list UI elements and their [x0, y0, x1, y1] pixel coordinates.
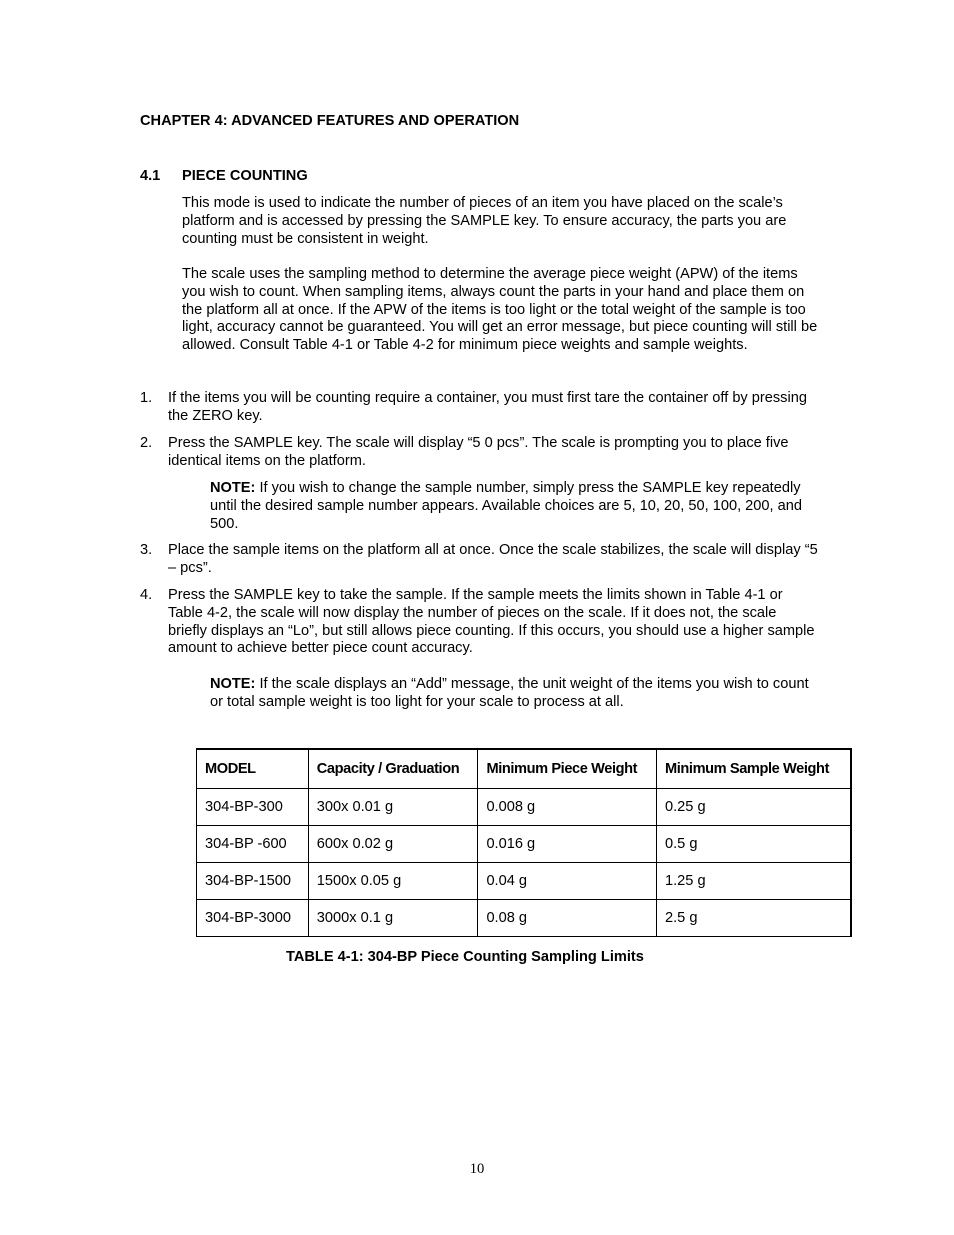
note-text: If you wish to change the sample number, simply press the SAMPLE key repeatedly until the desired sample number appears. Available choices are 5, 10, 20, 50, 100, 200, and 500. — [210, 480, 802, 532]
table-cell: 0.5 g — [656, 826, 851, 863]
step-text: Press the SAMPLE key to take the sample. If the sample meets the limits shown in Table 4-1 or Table 4-2, the scale will now display the number of pieces on the scale. If it does not, the scale briefly displays an “Lo”, but still allows piece counting. If this occurs, you should use a higher sample amount to achieve better piece count accuracy. — [168, 587, 815, 657]
step-text: If the items you will be counting require a container, you must first tare the container off by pressing the ZERO key. — [168, 390, 807, 424]
table-cell: 0.08 g — [478, 900, 657, 937]
column-header: MODEL — [197, 749, 309, 789]
table-caption: TABLE 4-1: 304-BP Piece Counting Sampling Limits — [286, 949, 644, 965]
table-header-row — [197, 749, 852, 789]
step-text: Press the SAMPLE key. The scale will display “5 0 pcs”. The scale is prompting you to place five identical items on the platform. — [168, 435, 789, 469]
table-cell: 3000x 0.1 g — [308, 900, 478, 937]
note-sample-number — [210, 480, 810, 533]
step-number: 3. — [140, 542, 153, 558]
note-label: NOTE: — [210, 480, 256, 496]
chapter-heading: CHAPTER 4: ADVANCED FEATURES AND OPERATION — [140, 113, 520, 129]
section-number: 4.1 — [140, 168, 161, 184]
table-cell: 0.008 g — [478, 789, 657, 826]
note-text: If the scale displays an “Add” message, the unit weight of the items you wish to count or total sample weight is too light for your scale to process at all. — [210, 676, 809, 710]
table-cell: 304-BP-3000 — [197, 900, 309, 937]
table-row — [197, 863, 852, 900]
section-title: PIECE COUNTING — [182, 168, 308, 184]
table-cell: 300x 0.01 g — [308, 789, 478, 826]
step-text: Place the sample items on the platform all at once. Once the scale stabilizes, the scale will display “5 – pcs”. — [168, 542, 818, 576]
table-cell: 600x 0.02 g — [308, 826, 478, 863]
table-cell: 0.25 g — [656, 789, 851, 826]
step-number: 4. — [140, 587, 153, 603]
intro-paragraph: This mode is used to indicate the number of pieces of an item you have placed on the scale’s platform and is accessed by pressing the SAMPLE key. To ensure accuracy, the parts you are counting must be consistent in weight. — [182, 195, 787, 247]
step-number: 2. — [140, 435, 153, 451]
table-row — [197, 900, 852, 937]
note-label: NOTE: — [210, 676, 256, 692]
table-cell: 0.016 g — [478, 826, 657, 863]
table-row — [197, 826, 852, 863]
column-header: Minimum Piece Weight — [478, 749, 657, 789]
page-number: 10 — [469, 1161, 485, 1177]
table-cell: 2.5 g — [656, 900, 851, 937]
step-number: 1. — [140, 390, 153, 406]
sampling-paragraph: The scale uses the sampling method to determine the average piece weight (APW) of the items you wish to count. When sampling items, always count the parts in your hand and place them on the platform all at once. If the APW of the items is too light or the total weight of the sample is too light, accuracy cannot be guaranteed. You will get an error message, but piece counting will still be allowed. Consult Table 4-1 or Table 4-2 for minimum piece weights and sample weights. — [182, 266, 818, 354]
table-cell: 304-BP -600 — [197, 826, 309, 863]
table-cell: 1500x 0.05 g — [308, 863, 478, 900]
column-header: Capacity / Graduation — [308, 749, 478, 789]
table-cell: 304-BP-300 — [197, 789, 309, 826]
sampling-limits-table — [196, 748, 852, 937]
table-cell: 304-BP-1500 — [197, 863, 309, 900]
table-row — [197, 789, 852, 826]
note-add-message — [210, 676, 810, 712]
column-header: Minimum Sample Weight — [656, 749, 851, 789]
table-cell: 1.25 g — [656, 863, 851, 900]
table-cell: 0.04 g — [478, 863, 657, 900]
